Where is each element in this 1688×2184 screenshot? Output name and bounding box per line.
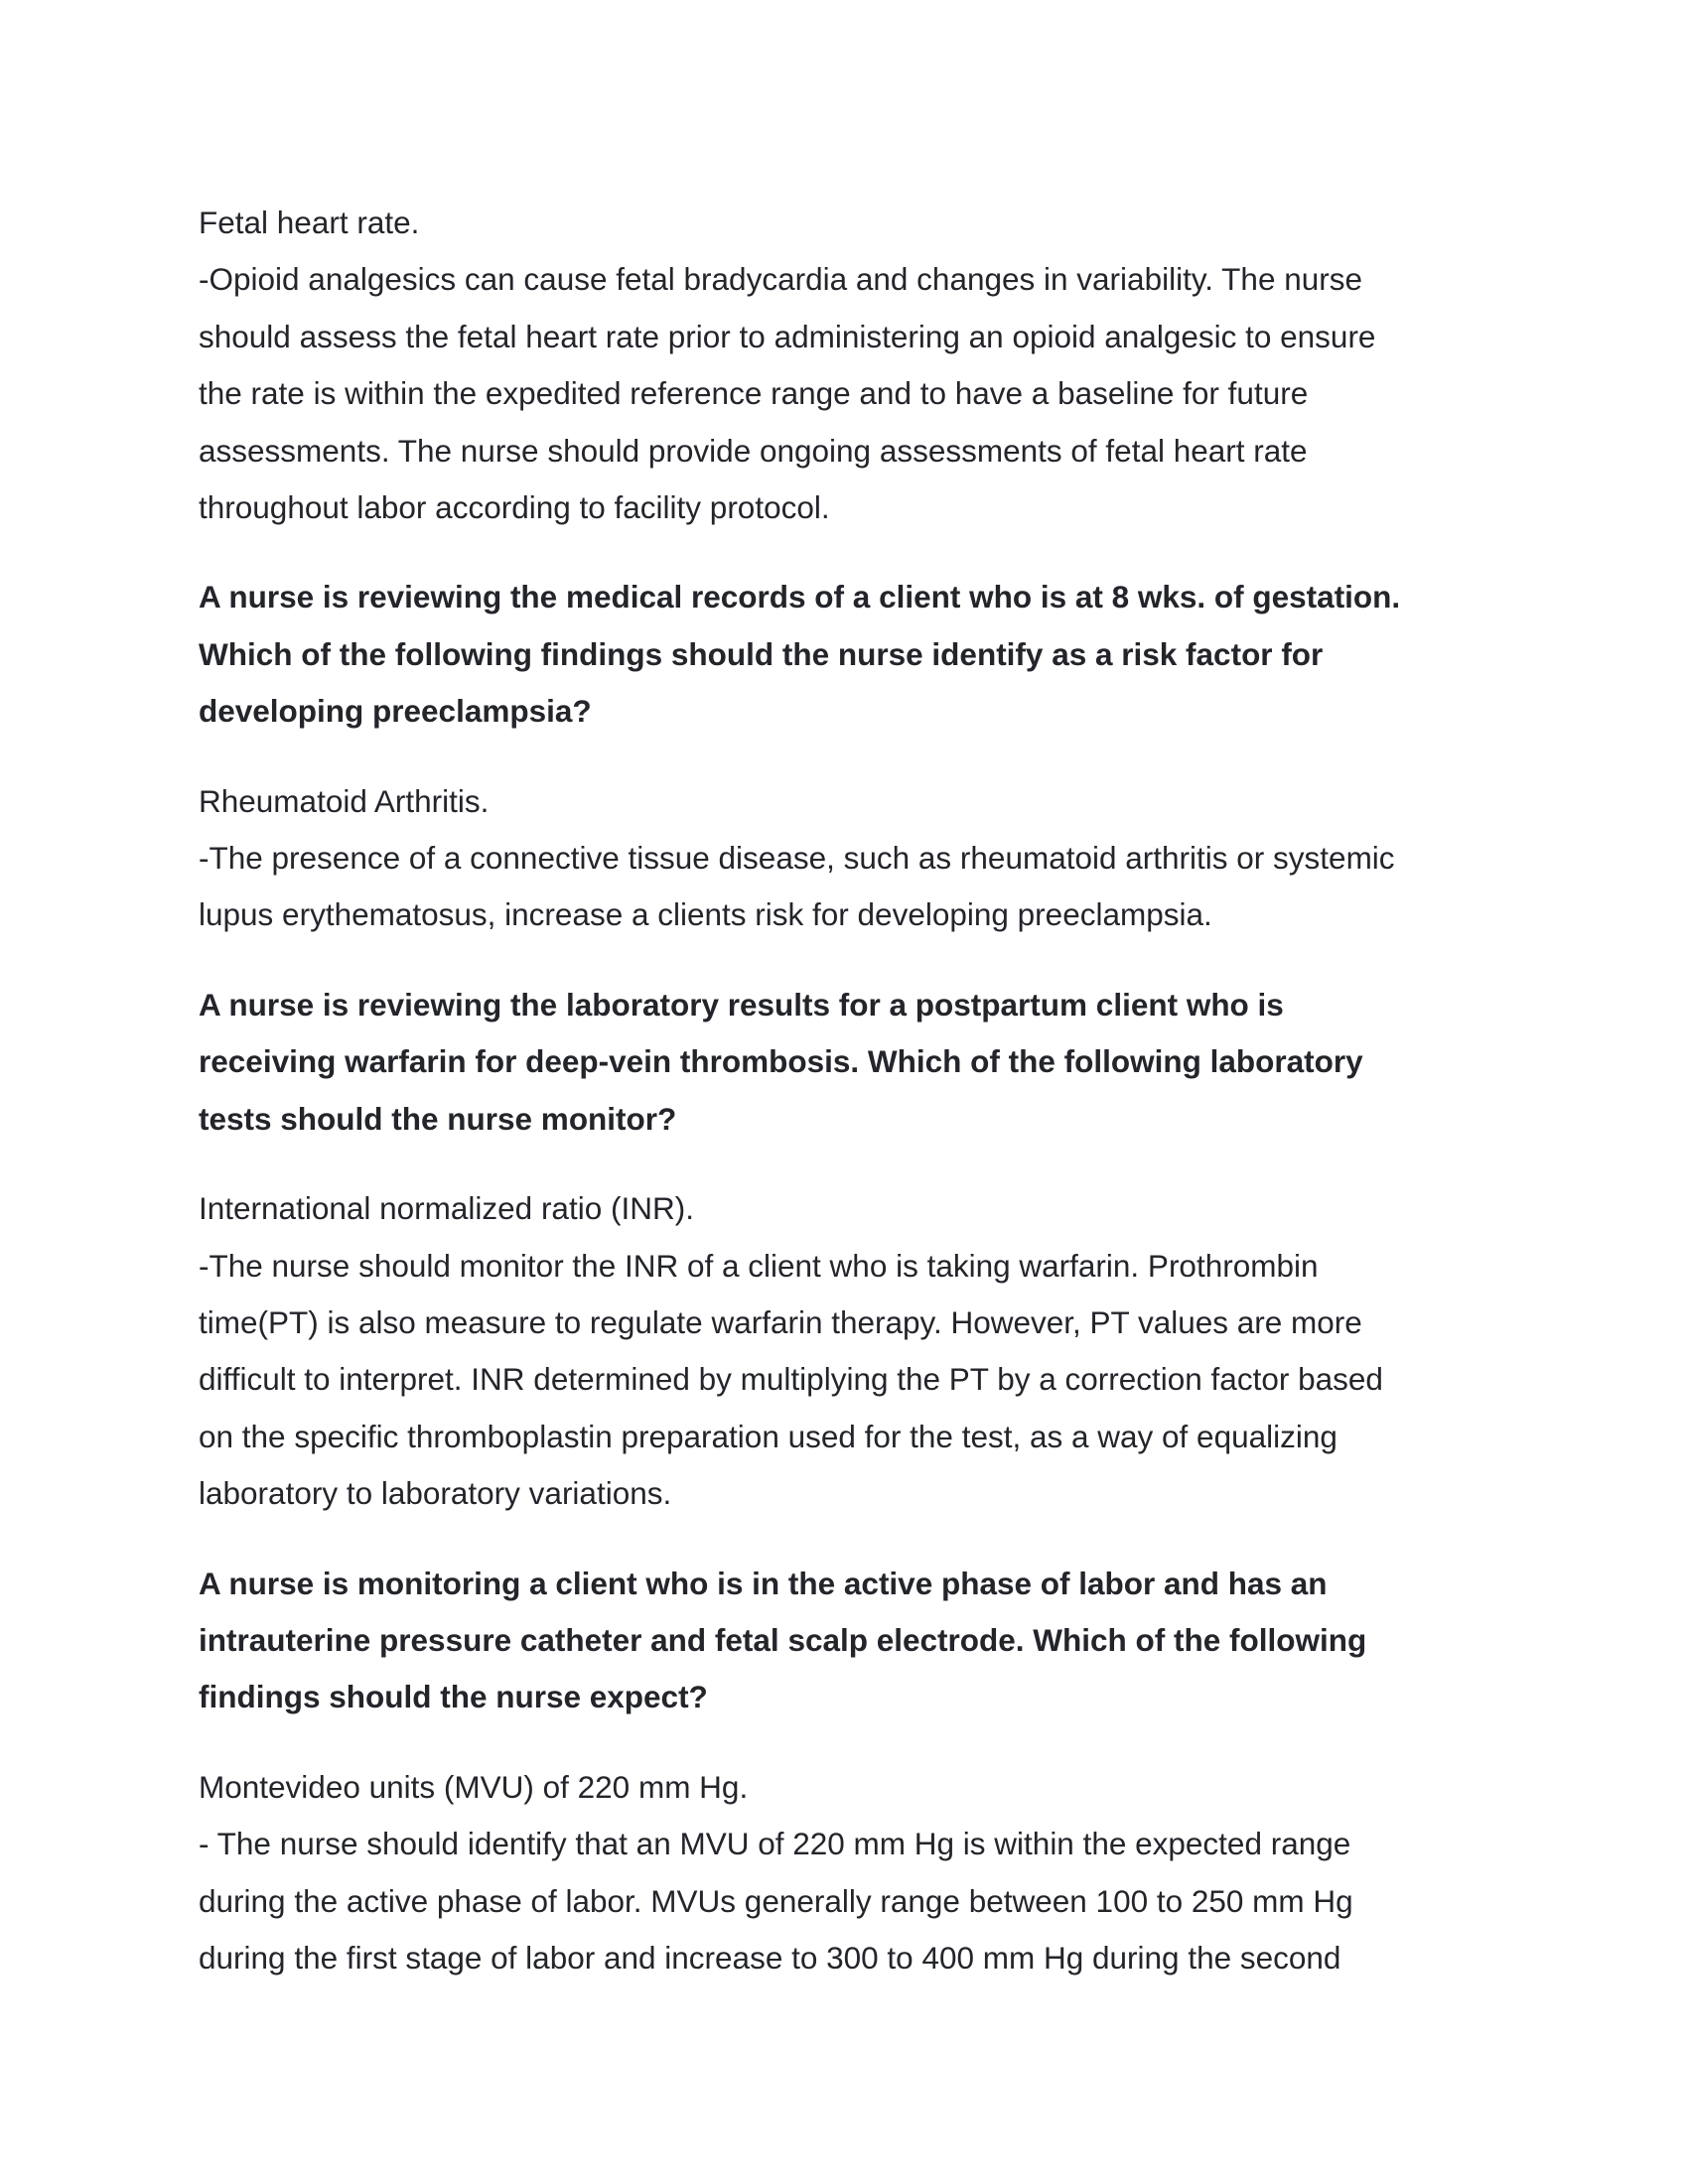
answer-line: -The presence of a connective tissue disease, such as rheumatoid arthritis or systemic: [199, 840, 1395, 877]
answer-line: on the specific thromboplastin preparation used for the test, as a way of equalizing: [199, 1418, 1337, 1454]
answer-block: [199, 1759, 1489, 1987]
question-line: findings should the nurse expect?: [199, 1679, 708, 1715]
question-block: [199, 1556, 1489, 1726]
question-line: A nurse is monitoring a client who is in the active phase of labor and has an: [199, 1565, 1328, 1601]
question-line: A nurse is reviewing the laboratory results for a postpartum client who is: [199, 986, 1284, 1023]
answer-title: Montevideo units (MVU) of 220 mm Hg.: [199, 1768, 749, 1805]
answer-title: Rheumatoid Arthritis.: [199, 782, 490, 819]
answer-line: during the active phase of labor. MVUs generally range between 100 to 250 mm Hg: [199, 1882, 1353, 1919]
answer-block: [199, 773, 1489, 944]
question-line: A nurse is reviewing the medical records of a client who is at 8 wks. of gestation.: [199, 579, 1401, 615]
answer-line: -The nurse should monitor the INR of a client who is taking warfarin. Prothrombin: [199, 1247, 1319, 1284]
answer-line: during the first stage of labor and increase to 300 to 400 mm Hg during the second: [199, 1939, 1341, 1976]
answer-title: Fetal heart rate.: [199, 205, 420, 240]
answer-line: lupus erythematosus, increase a clients risk for developing preeclampsia.: [199, 896, 1212, 933]
document-page: [199, 195, 1489, 1986]
answer-block: [199, 1180, 1489, 1522]
question-block: [199, 569, 1489, 740]
question-line: receiving warfarin for deep-vein thrombosis. Which of the following laboratory: [199, 1043, 1363, 1080]
question-line: tests should the nurse monitor?: [199, 1100, 677, 1137]
answer-line: difficult to interpret. INR determined by multiplying the PT by a correction factor based: [199, 1361, 1383, 1398]
answer-line: should assess the fetal heart rate prior to administering an opioid analgesic to ensure: [199, 318, 1376, 354]
answer-line: assessments. The nurse should provide ongoing assessments of fetal heart rate: [199, 432, 1308, 469]
answer-line: laboratory to laboratory variations.: [199, 1475, 672, 1512]
answer-line: time(PT) is also measure to regulate warfarin therapy. However, PT values are more: [199, 1303, 1362, 1340]
question-line: developing preeclampsia?: [199, 693, 592, 730]
question-block: [199, 977, 1489, 1148]
question-line: Which of the following findings should the nurse identify as a risk factor for: [199, 635, 1324, 672]
answer-line: - The nurse should identify that an MVU of 220 mm Hg is within the expected range: [199, 1826, 1351, 1862]
answer-title: International normalized ratio (INR).: [199, 1190, 694, 1227]
answer-line: throughout labor according to facility protocol.: [199, 489, 830, 526]
answer-line: -Opioid analgesics can cause fetal bradycardia and changes in variability. The nurse: [199, 261, 1363, 298]
answer-block: [199, 195, 1489, 536]
answer-line: the rate is within the expedited reference range and to have a baseline for future: [199, 375, 1309, 412]
question-line: intrauterine pressure catheter and fetal scalp electrode. Which of the following: [199, 1621, 1367, 1658]
